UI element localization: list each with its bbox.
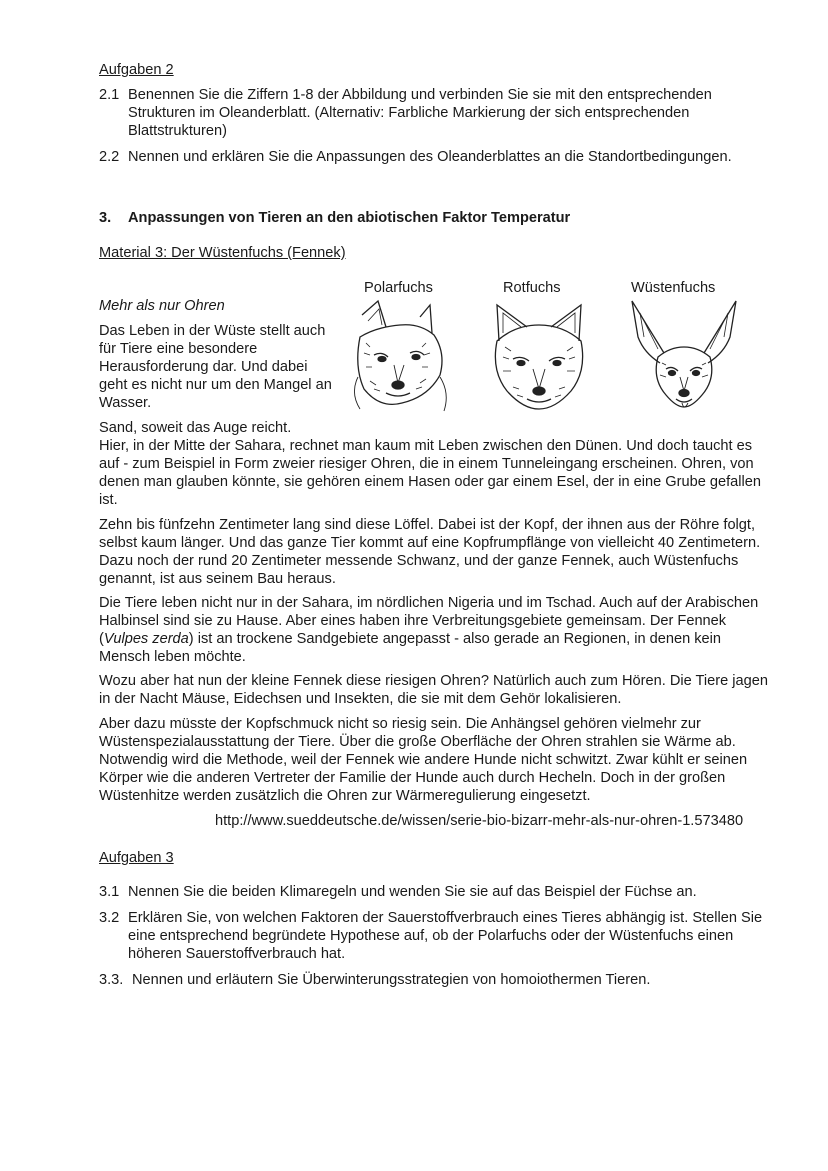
paragraph-1-body: Hier, in der Mitte der Sahara, rechnet man kaum mit Leben zwischen den Dünen. Und doch taucht es auf - zum Beispiel in Form zweier riesiger Ohren, die in einem Tunneleingang erscheinen. Ohren, von denen man glauben könnte, sie gehören einem Hasen oder gar einem Esel, der in eine Grube gefallen ist. bbox=[99, 438, 762, 508]
source-url[interactable]: http://www.sueddeutsche.de/wissen/serie-bio-bizarr-mehr-als-nur-ohren-1.573480 bbox=[215, 813, 744, 829]
article-paragraph-3 bbox=[99, 594, 771, 666]
desert-fox-drawing bbox=[628, 297, 740, 417]
fox-label-wuestenfuchs: Wüstenfuchs bbox=[631, 280, 716, 296]
article-subtitle bbox=[99, 297, 225, 315]
article-subtitle-text: Mehr als nur Ohren bbox=[99, 298, 225, 314]
task-number: 2.1 bbox=[99, 87, 120, 103]
task-text: Erklären Sie, von welchen Faktoren der Sauerstoffverbrauch eines Tieres abhängig ist. Stellen Sie eine entsprechend begründete Hypothese auf, ob der Polarfuchs oder der Wüstenfuchs einen höheren Sauerstoffverbrauch hat. bbox=[128, 910, 763, 962]
tasks2-heading: Aufgaben 2 bbox=[99, 62, 174, 78]
task-text: Nennen und erklären Sie die Anpassungen des Oleanderblattes an die Standortbedingungen. bbox=[128, 149, 732, 165]
polar-fox-drawing bbox=[340, 297, 452, 417]
task-text: Benennen Sie die Ziffern 1-8 der Abbildung und verbinden Sie sie mit den entsprechenden Strukturen im Oleanderblatt. (Alternativ: Farbliche Markierung der sich entsprechenden Blattstrukturen) bbox=[128, 87, 712, 139]
task-number: 2.2 bbox=[99, 149, 120, 165]
article-intro: Das Leben in der Wüste stellt auch für Tiere eine besondere Herausforderung dar. Und dabei geht es nicht nur um den Mangel an Wasser. bbox=[99, 323, 332, 411]
task-text: Nennen und erläutern Sie Überwinterungsstrategien von homoiothermen Tieren. bbox=[132, 972, 651, 988]
paragraph-3-part-b: ) ist an trockene Sandgebiete angepasst - also gerade an Regionen, in denen kein Mensch leben möchte. bbox=[99, 631, 722, 665]
red-fox-drawing bbox=[483, 297, 595, 417]
fox-label-rotfuchs: Rotfuchs bbox=[503, 280, 561, 296]
section-3-number: 3. bbox=[99, 210, 112, 226]
article-paragraph-5: Aber dazu müsste der Kopfschmuck nicht so riesig sein. Die Anhängsel gehören vielmehr zur Wüstenspezialausstattung der Tiere. Über die große Oberfläche der Ohren strahlen sie Wärme ab. Notwendig wird die Methode, weil der Fennek wie andere Hunde nicht schwitzt. Zwar kühlt er seinen Körper wie die anderen Vertreter der Familie der Hunde auch durch Hecheln. Doch in der großen Wüstenhitze werden zusätzlich die Ohren zur Wärmeregulierung eingesetzt. bbox=[99, 716, 748, 804]
section-3-title: Anpassungen von Tieren an den abiotischen Faktor Temperatur bbox=[128, 210, 571, 226]
task-number: 3.3. bbox=[99, 972, 124, 988]
paragraph-1-first-line: Sand, soweit das Auge reicht. bbox=[99, 420, 292, 436]
task-number: 3.2 bbox=[99, 910, 120, 926]
latin-name: Vulpes zerda bbox=[103, 631, 189, 647]
tasks3-heading: Aufgaben 3 bbox=[99, 850, 174, 866]
task-text: Nennen Sie die beiden Klimaregeln und wenden Sie sie auf das Beispiel der Füchse an. bbox=[128, 884, 697, 900]
article-paragraph-4: Wozu aber hat nun der kleine Fennek diese riesigen Ohren? Natürlich auch zum Hören. Die Tiere jagen in der Nacht Mäuse, Eidechsen und Insekten, die sie mit dem Gehör lokalisieren. bbox=[99, 673, 768, 707]
article-paragraph-2: Zehn bis fünfzehn Zentimeter lang sind diese Löffel. Dabei ist der Kopf, der ihnen aus der Röhre folgt, selbst kaum länger. Und das ganze Tier kommt auf eine Kopfrumpflänge von vielleicht 40 Zentimetern. Dazu noch der rund 20 Zentimeter messende Schwanz, und der ganze Fennek, auch Wüstenfuchs genannt, ist aus seinem Bau heraus. bbox=[99, 517, 761, 587]
paragraph-3-part-a: Die Tiere leben nicht nur in der Sahara, im nördlichen Nigeria und im Tschad. Auch auf der Arabischen Halbinsel sind sie zu Hause. Aber eines haben ihre Verbreitungsgebiete gemeinsam. Der Fennek ( bbox=[99, 595, 759, 647]
material-3-heading: Material 3: Der Wüstenfuchs (Fennek) bbox=[99, 245, 346, 261]
task-number: 3.1 bbox=[99, 884, 120, 900]
fox-label-polarfuchs: Polarfuchs bbox=[364, 280, 433, 296]
article-paragraph-1 bbox=[99, 419, 771, 509]
